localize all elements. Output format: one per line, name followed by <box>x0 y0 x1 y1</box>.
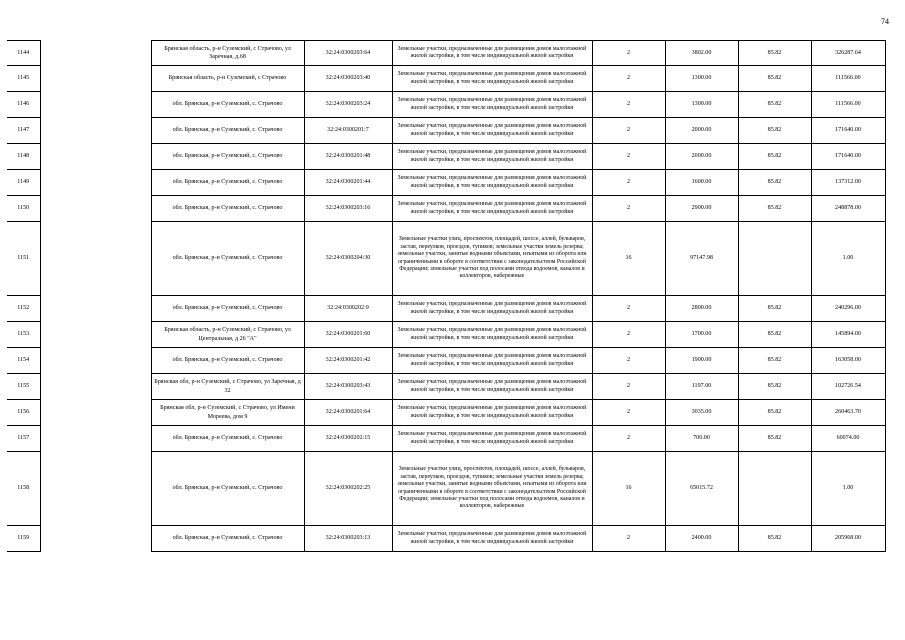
table-row <box>7 144 885 170</box>
area-cell: 2900.00 <box>665 196 738 222</box>
rate-cell <box>738 222 811 296</box>
table-row <box>7 426 885 452</box>
table-row <box>7 170 885 196</box>
rate-cell: 85.82 <box>738 144 811 170</box>
table-row <box>7 526 885 552</box>
spacer-cell <box>40 118 151 144</box>
row-number-cell: 1147 <box>7 118 40 144</box>
address-cell: обл. Брянская, р-н Суземский, с. Страчово <box>151 118 304 144</box>
table-row <box>7 118 885 144</box>
land-use-cell: Земельные участки, предназначенные для размещения домов малоэтажной жилой застройки, в том числе индивидуальной жилой застройки <box>392 526 592 552</box>
cadastral-value-cell: 171640.00 <box>811 118 885 144</box>
cadastral-number-cell: 32:24:0300201:64 <box>304 400 392 426</box>
group-cell: 16 <box>592 222 665 296</box>
spacer-cell <box>40 452 151 526</box>
cadastral-number-cell: 32:24:0300201:42 <box>304 348 392 374</box>
cadastral-value-cell: 1.00 <box>811 222 885 296</box>
rate-cell: 85.82 <box>738 426 811 452</box>
table-row <box>7 452 885 526</box>
row-number-cell: 1155 <box>7 374 40 400</box>
spacer-cell <box>40 222 151 296</box>
land-use-cell: Земельные участки, предназначенные для размещения домов малоэтажной жилой застройки, в том числе индивидуальной жилой застройки <box>392 196 592 222</box>
cadastral-number-cell: 32:24:0300201:48 <box>304 144 392 170</box>
land-use-cell: Земельные участки улиц, проспектов, площадей, шоссе, аллей, бульваров, застав, переулков, проездов, тупиков; земельные участки земель резерва; земельные участки, занятые водными объектами, изъятыми из оборота или ограниченными в обороте в соответствии с законодательством Российской Федерации; земельные участки под полосами отвода водоемов, каналов и коллекторов, набережные <box>392 452 592 526</box>
rate-cell <box>738 452 811 526</box>
area-cell: 1900.00 <box>665 348 738 374</box>
cadastral-value-cell: 171640.00 <box>811 144 885 170</box>
spacer-cell <box>40 41 151 66</box>
area-cell: 2800.00 <box>665 296 738 322</box>
group-cell: 16 <box>592 452 665 526</box>
rate-cell: 85.82 <box>738 322 811 348</box>
group-cell: 2 <box>592 322 665 348</box>
land-use-cell: Земельные участки, предназначенные для размещения домов малоэтажной жилой застройки, в том числе индивидуальной жилой застройки <box>392 374 592 400</box>
cadastral-value-cell: 1.00 <box>811 452 885 526</box>
cadastral-value-cell: 260463.70 <box>811 400 885 426</box>
rate-cell: 85.82 <box>738 296 811 322</box>
row-number-cell: 1151 <box>7 222 40 296</box>
group-cell: 2 <box>592 526 665 552</box>
address-cell: обл. Брянская, р-н Суземский, с. Страчово <box>151 296 304 322</box>
rate-cell: 85.82 <box>738 41 811 66</box>
spacer-cell <box>40 66 151 92</box>
rate-cell: 85.82 <box>738 526 811 552</box>
table-row <box>7 296 885 322</box>
address-cell: обл. Брянская, р-н Суземский, с. Страчово <box>151 348 304 374</box>
table-row <box>7 41 885 66</box>
row-number-cell: 1148 <box>7 144 40 170</box>
spacer-cell <box>40 526 151 552</box>
area-cell: 2400.00 <box>665 526 738 552</box>
address-cell: обл. Брянская, р-н Суземский, с. Страчово <box>151 92 304 118</box>
area-cell: 3802.00 <box>665 41 738 66</box>
group-cell: 2 <box>592 196 665 222</box>
group-cell: 2 <box>592 374 665 400</box>
row-number-cell: 1150 <box>7 196 40 222</box>
row-number-cell: 1158 <box>7 452 40 526</box>
group-cell: 2 <box>592 426 665 452</box>
row-number-cell: 1157 <box>7 426 40 452</box>
land-use-cell: Земельные участки, предназначенные для размещения домов малоэтажной жилой застройки, в том числе индивидуальной жилой застройки <box>392 66 592 92</box>
cadastral-number-cell: 32:24:0300202:25 <box>304 452 392 526</box>
address-cell: обл. Брянская, р-н Суземский, с. Страчово <box>151 452 304 526</box>
land-use-cell: Земельные участки, предназначенные для размещения домов малоэтажной жилой застройки, в том числе индивидуальной жилой застройки <box>392 118 592 144</box>
land-use-cell: Земельные участки, предназначенные для размещения домов малоэтажной жилой застройки, в том числе индивидуальной жилой застройки <box>392 400 592 426</box>
cadastral-value-cell: 326287.64 <box>811 41 885 66</box>
spacer-cell <box>40 400 151 426</box>
rate-cell: 85.82 <box>738 348 811 374</box>
area-cell: 2000.00 <box>665 118 738 144</box>
page-number: 74 <box>881 17 889 26</box>
area-cell: 1197.00 <box>665 374 738 400</box>
cadastral-number-cell: 32:24:0300203:16 <box>304 196 392 222</box>
area-cell: 700.00 <box>665 426 738 452</box>
cadastral-number-cell: 32:24:0300201:7 <box>304 118 392 144</box>
spacer-cell <box>40 144 151 170</box>
row-number-cell: 1159 <box>7 526 40 552</box>
cadastral-value-table <box>7 40 886 552</box>
row-number-cell: 1146 <box>7 92 40 118</box>
cadastral-value-cell: 145894.00 <box>811 322 885 348</box>
address-cell: Брянская обл, р-н Суземский, с Страчово, ул Заречная, д 32 <box>151 374 304 400</box>
row-number-cell: 1156 <box>7 400 40 426</box>
address-cell: Брянская область, р-н Суземский, с Страчово, ул Заречная, д.68 <box>151 41 304 66</box>
group-cell: 2 <box>592 400 665 426</box>
group-cell: 2 <box>592 66 665 92</box>
cadastral-number-cell: 32:24:0300203:24 <box>304 92 392 118</box>
address-cell: Брянская область, р-н Суземский, с Страчово <box>151 66 304 92</box>
address-cell: обл. Брянская, р-н Суземский, с. Страчово <box>151 196 304 222</box>
cadastral-value-cell: 205968.00 <box>811 526 885 552</box>
table-row <box>7 400 885 426</box>
table-row <box>7 322 885 348</box>
rate-cell: 85.82 <box>738 66 811 92</box>
rate-cell: 85.82 <box>738 118 811 144</box>
table-row <box>7 66 885 92</box>
cadastral-number-cell: 32:24:0300201:60 <box>304 322 392 348</box>
cadastral-number-cell: 32:24:0300202:9 <box>304 296 392 322</box>
cadastral-value-cell: 137312.00 <box>811 170 885 196</box>
row-number-cell: 1145 <box>7 66 40 92</box>
area-cell: 1600.00 <box>665 170 738 196</box>
group-cell: 2 <box>592 118 665 144</box>
cadastral-number-cell: 32:24:0300201:44 <box>304 170 392 196</box>
cadastral-value-cell: 248878.00 <box>811 196 885 222</box>
rate-cell: 85.82 <box>738 170 811 196</box>
cadastral-value-cell: 111566.00 <box>811 92 885 118</box>
area-cell: 1700.00 <box>665 322 738 348</box>
row-number-cell: 1154 <box>7 348 40 374</box>
area-cell: 97147.98 <box>665 222 738 296</box>
area-cell: 1300.00 <box>665 66 738 92</box>
address-cell: обл. Брянская, р-н Суземский, с. Страчово <box>151 426 304 452</box>
land-use-cell: Земельные участки, предназначенные для размещения домов малоэтажной жилой застройки, в том числе индивидуальной жилой застройки <box>392 426 592 452</box>
cadastral-value-cell: 102726.54 <box>811 374 885 400</box>
rate-cell: 85.82 <box>738 374 811 400</box>
spacer-cell <box>40 374 151 400</box>
area-cell: 2000.00 <box>665 144 738 170</box>
address-cell: обл. Брянская, р-н Суземский, с. Страчово <box>151 170 304 196</box>
rate-cell: 85.82 <box>738 400 811 426</box>
cadastral-value-cell: 163058.00 <box>811 348 885 374</box>
address-cell: Брянская обл, р-н Суземский, с Страчово, ул Имени Мореева, дом 9 <box>151 400 304 426</box>
land-use-cell: Земельные участки улиц, проспектов, площадей, шоссе, аллей, бульваров, застав, переулков, проездов, тупиков; земельные участки земель резерва; земельные участки, занятые водными объектами, изъятыми из оборота или ограниченными в обороте в соответствии с законодательством Российской Федерации; земельные участки под полосами отвода водоемов, каналов и коллекторов, набережные <box>392 222 592 296</box>
land-use-cell: Земельные участки, предназначенные для размещения домов малоэтажной жилой застройки, в том числе индивидуальной жилой застройки <box>392 322 592 348</box>
group-cell: 2 <box>592 144 665 170</box>
group-cell: 2 <box>592 296 665 322</box>
cadastral-number-cell: 32:24:0300203:43 <box>304 374 392 400</box>
row-number-cell: 1144 <box>7 41 40 66</box>
table-row <box>7 222 885 296</box>
cadastral-value-cell: 111566.00 <box>811 66 885 92</box>
address-cell: Брянская область, р-н Суземский, с Страчово, ул Центральная, д 26 "А" <box>151 322 304 348</box>
table-row <box>7 196 885 222</box>
group-cell: 2 <box>592 170 665 196</box>
land-use-cell: Земельные участки, предназначенные для размещения домов малоэтажной жилой застройки, в том числе индивидуальной жилой застройки <box>392 144 592 170</box>
land-use-cell: Земельные участки, предназначенные для размещения домов малоэтажной жилой застройки, в том числе индивидуальной жилой застройки <box>392 41 592 66</box>
area-cell: 65015.72 <box>665 452 738 526</box>
address-cell: обл. Брянская, р-н Суземский, с. Страчово <box>151 222 304 296</box>
group-cell: 2 <box>592 92 665 118</box>
area-cell: 3035.00 <box>665 400 738 426</box>
row-number-cell: 1152 <box>7 296 40 322</box>
cadastral-number-cell: 32:24:0300203:64 <box>304 41 392 66</box>
area-cell: 1300.00 <box>665 92 738 118</box>
address-cell: обл. Брянская, р-н Суземский, с. Страчово <box>151 144 304 170</box>
cadastral-value-cell: 240296.00 <box>811 296 885 322</box>
row-number-cell: 1153 <box>7 322 40 348</box>
table-row <box>7 348 885 374</box>
land-use-cell: Земельные участки, предназначенные для размещения домов малоэтажной жилой застройки, в том числе индивидуальной жилой застройки <box>392 170 592 196</box>
spacer-cell <box>40 296 151 322</box>
group-cell: 2 <box>592 41 665 66</box>
rate-cell: 85.82 <box>738 196 811 222</box>
spacer-cell <box>40 196 151 222</box>
cadastral-number-cell: 32:24:0300204:30 <box>304 222 392 296</box>
cadastral-number-cell: 32:24:0300202:15 <box>304 426 392 452</box>
spacer-cell <box>40 170 151 196</box>
spacer-cell <box>40 348 151 374</box>
table-row <box>7 374 885 400</box>
spacer-cell <box>40 426 151 452</box>
cadastral-number-cell: 32:24:0300203:13 <box>304 526 392 552</box>
rate-cell: 85.82 <box>738 92 811 118</box>
row-number-cell: 1149 <box>7 170 40 196</box>
land-use-cell: Земельные участки, предназначенные для размещения домов малоэтажной жилой застройки, в том числе индивидуальной жилой застройки <box>392 92 592 118</box>
table-row <box>7 92 885 118</box>
cadastral-number-cell: 32:24:0300203:40 <box>304 66 392 92</box>
spacer-cell <box>40 322 151 348</box>
land-use-cell: Земельные участки, предназначенные для размещения домов малоэтажной жилой застройки, в том числе индивидуальной жилой застройки <box>392 348 592 374</box>
cadastral-value-cell: 60074.00 <box>811 426 885 452</box>
spacer-cell <box>40 92 151 118</box>
group-cell: 2 <box>592 348 665 374</box>
land-use-cell: Земельные участки, предназначенные для размещения домов малоэтажной жилой застройки, в том числе индивидуальной жилой застройки <box>392 296 592 322</box>
address-cell: обл. Брянская, р-н Суземский, с. Страчово <box>151 526 304 552</box>
